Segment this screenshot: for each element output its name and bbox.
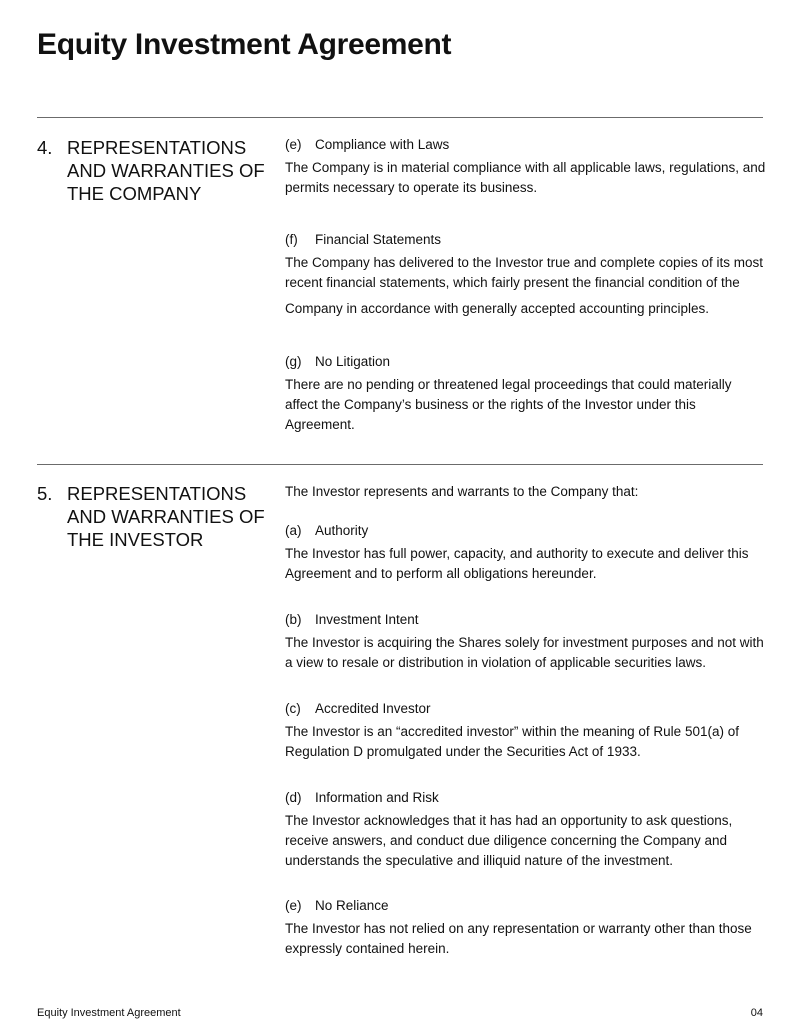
clause-letter: (a) xyxy=(285,523,302,538)
clause-investment-intent xyxy=(285,611,767,673)
clause-letter: (c) xyxy=(285,701,301,716)
clause-letter: (f) xyxy=(285,232,298,247)
clause-text: The Investor is an “accredited investor” within the meaning of Rule 501(a) of Regulation D promulgated under the Securities Act of 1933. xyxy=(285,724,739,759)
clause-heading xyxy=(285,522,767,540)
section-divider xyxy=(37,464,763,465)
clause-compliance-with-laws xyxy=(285,136,767,198)
clause-letter: (b) xyxy=(285,612,302,627)
clause-title: Financial Statements xyxy=(315,232,442,247)
clause-letter: (g) xyxy=(285,354,302,369)
clause-information-and-risk xyxy=(285,789,767,871)
clause-letter: (d) xyxy=(285,790,302,805)
clause-title: Authority xyxy=(315,523,369,538)
section-intro: The Investor represents and warrants to the Company that: xyxy=(285,484,639,499)
section-heading xyxy=(37,136,272,205)
clause-title: No Reliance xyxy=(315,898,389,913)
clause-letter: (e) xyxy=(285,137,302,152)
clause-text: The Company is in material compliance with all applicable laws, regulations, and permits necessary to operate its business. xyxy=(285,160,766,195)
section-title: REPRESENTATIONS AND WARRANTIES OF THE INVESTOR xyxy=(67,483,265,550)
clause-heading xyxy=(285,700,767,718)
footer-page-number: 04 xyxy=(750,1007,763,1019)
clause-heading xyxy=(285,231,767,249)
clause-text: The Investor acknowledges that it has had an opportunity to ask questions, receive answers, and conduct due diligence concerning the Company and understands the speculative and illiquid nature of the investment. xyxy=(285,813,733,868)
clause-title: Compliance with Laws xyxy=(315,137,450,152)
footer-document-title: Equity Investment Agreement xyxy=(37,1007,181,1019)
clause-text: The Investor has not relied on any representation or warranty other than those expressly contained herein. xyxy=(285,921,752,956)
clause-title: No Litigation xyxy=(315,354,391,369)
clause-heading xyxy=(285,897,767,915)
clause-heading xyxy=(285,789,767,807)
clause-text: The Investor has full power, capacity, and authority to execute and deliver this Agreement and to perform all obligations hereunder. xyxy=(285,546,749,581)
clause-letter: (e) xyxy=(285,898,302,913)
clause-text: The Investor is acquiring the Shares solely for investment purposes and not with a view to resale or distribution in violation of applicable securities laws. xyxy=(285,635,764,670)
clause-text: There are no pending or threatened legal proceedings that could materially affect the Company’s business or the rights of the Investor under this Agreement. xyxy=(285,377,732,432)
section-number: 4. xyxy=(37,137,53,158)
clause-title: Information and Risk xyxy=(315,790,439,805)
section-number: 5. xyxy=(37,483,53,504)
clause-no-litigation xyxy=(285,353,767,435)
section-title: REPRESENTATIONS AND WARRANTIES OF THE COMPANY xyxy=(67,137,265,204)
clause-heading xyxy=(285,353,767,371)
clause-heading xyxy=(285,136,767,154)
clause-title: Investment Intent xyxy=(315,612,419,627)
section-divider xyxy=(37,117,763,118)
clause-accredited-investor xyxy=(285,700,767,762)
clause-heading xyxy=(285,611,767,629)
section-heading xyxy=(37,482,272,551)
clause-title: Accredited Investor xyxy=(315,701,431,716)
clause-financial-statements xyxy=(285,231,767,319)
clause-authority xyxy=(285,522,767,584)
clause-text: The Company has delivered to the Investor true and complete copies of its most recent financial statements, which fairly present the financial condition of the xyxy=(285,255,763,290)
clause-text-continued: Company in accordance with generally accepted accounting principles. xyxy=(285,301,709,316)
page-title: Equity Investment Agreement xyxy=(37,28,452,61)
clause-no-reliance xyxy=(285,897,767,959)
